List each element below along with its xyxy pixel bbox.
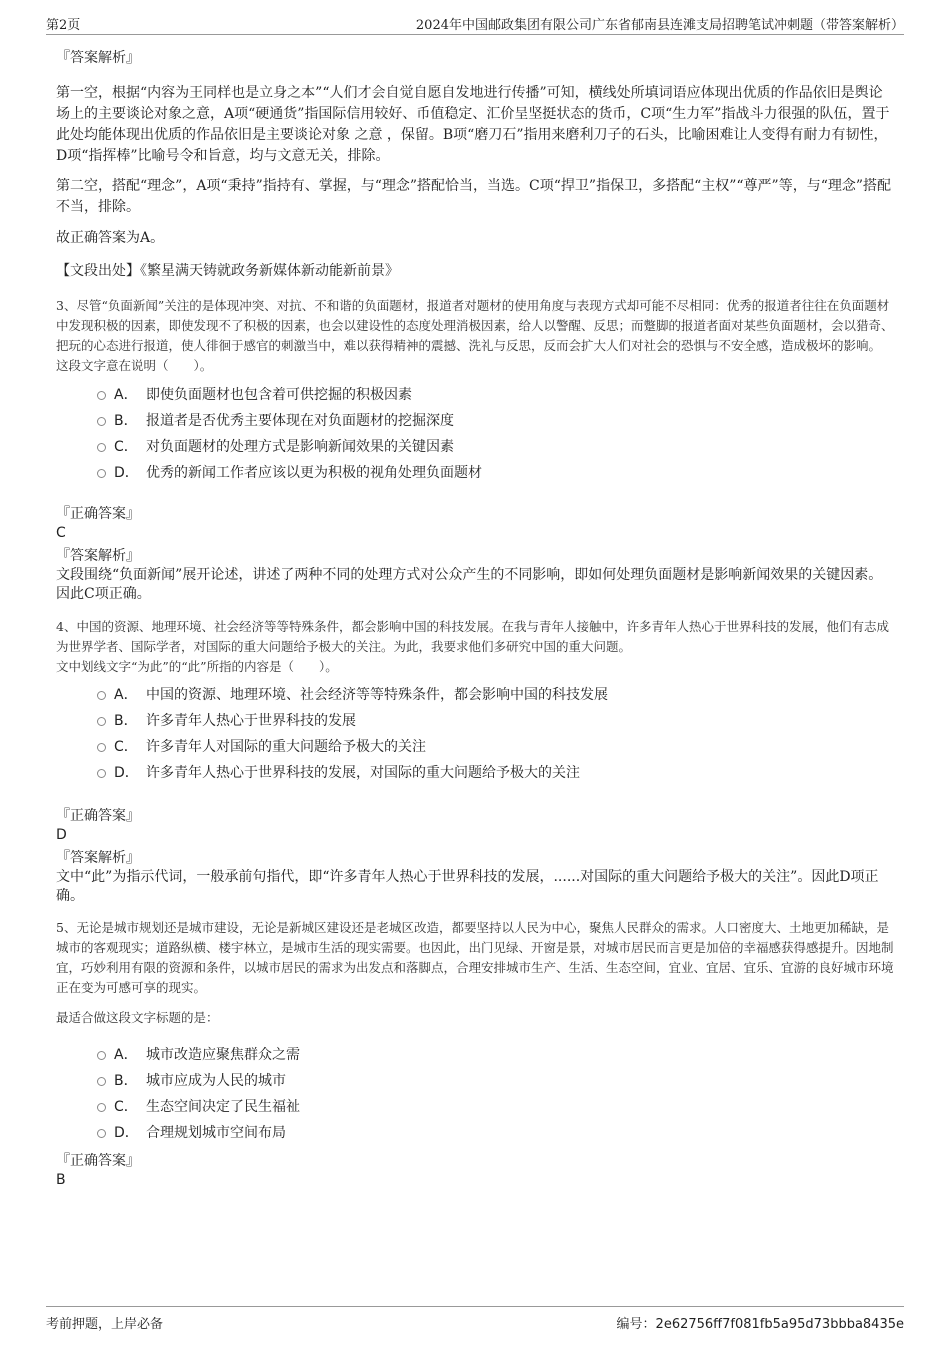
q3-analysis: 文段围绕“负面新闻”展开论述，讲述了两种不同的处理方式对公众产生的不同影响，即如何处理负面题材是影响新闻效果的关键因素。因此C项正确。: [56, 567, 883, 602]
q2-analysis-label: 『答案解析』: [56, 50, 140, 66]
q5-option-a[interactable]: A． 城市改造应聚焦群众之需: [56, 1042, 896, 1068]
q4-options: [56, 682, 896, 786]
q2-source: 【文段出处】《繁星满天铸就政务新媒体新动能新前景》: [56, 263, 399, 279]
q3-prompt: 这段文字意在说明（ ）。: [56, 358, 213, 373]
q5-stem: 5、无论是城市规划还是城市建设，无论是新城区建设还是老城区改造，都要坚持以人民为中心，聚焦人民群众的需求。人口密度大、土地更加稀缺，是城市的客观现实；道路纵横、楼宇林立，是城市生活的现实需要。也因此，出门见绿、开窗是景，对城市居民而言更是加倍的幸福感获得感提升。因地制宜，巧妙利用有限的资源和条件，以城市居民的需求为出发点和落脚点，合理安排城市生产、生活、生态空间，宜业、宜居、宜乐、宜游的良好城市环境正在变为可感可享的现实。: [56, 920, 894, 995]
radio-icon[interactable]: [97, 691, 106, 700]
page-header: [46, 12, 904, 35]
q5-options: [56, 1042, 896, 1146]
q5-option-c[interactable]: C． 生态空间决定了民生福祉: [56, 1094, 896, 1120]
document-code: [617, 1313, 904, 1332]
footer-slogan: 考前押题，上岸必备: [46, 1317, 164, 1332]
q3-option-d[interactable]: D． 优秀的新闻工作者应该以更为积极的视角处理负面题材: [56, 460, 896, 486]
q4-prompt: 文中划线文字“为此”的“此”所指的内容是（ ）。: [56, 659, 338, 674]
q4-answer: D: [56, 827, 67, 843]
q2-analysis-p2: 第二空，搭配“理念”，A项“秉持”指持有、掌握，与“理念”搭配恰当，当选。C项“捍卫”指保卫，多搭配“主权”“尊严”等，与“理念”搭配不当，排除。: [56, 178, 892, 215]
q2-analysis-conclusion: 故正确答案为A。: [56, 230, 165, 246]
radio-icon[interactable]: [97, 1051, 106, 1060]
q4-option-a[interactable]: A． 中国的资源、地理环境、社会经济等等特殊条件，都会影响中国的科技发展: [56, 682, 896, 708]
q5-prompt: 最适合做这段文字标题的是：: [56, 1010, 219, 1025]
q4-analysis-label: 『答案解析』: [56, 850, 140, 866]
q3-analysis-label: 『答案解析』: [56, 548, 140, 564]
q4-option-c[interactable]: C． 许多青年人对国际的重大问题给予极大的关注: [56, 734, 896, 760]
q4-analysis: 文中“此”为指示代词，一般承前句指代，即“许多青年人热心于世界科技的发展，......对国际的重大问题给予极大的关注”。因此D项正确。: [56, 869, 879, 904]
radio-icon[interactable]: [97, 1103, 106, 1112]
q5-option-d[interactable]: D． 合理规划城市空间布局: [56, 1120, 896, 1146]
q4-option-d[interactable]: D． 许多青年人热心于世界科技的发展，对国际的重大问题给予极大的关注: [56, 760, 896, 786]
radio-icon[interactable]: [97, 1129, 106, 1138]
radio-icon[interactable]: [97, 1077, 106, 1086]
radio-icon[interactable]: [97, 391, 106, 400]
radio-icon[interactable]: [97, 469, 106, 478]
radio-icon[interactable]: [97, 443, 106, 452]
radio-icon[interactable]: [97, 417, 106, 426]
q3-option-b[interactable]: B． 报道者是否优秀主要体现在对负面题材的挖掘深度: [56, 408, 896, 434]
q3-answer-label: 『正确答案』: [56, 506, 140, 522]
code-label: 编号：: [616, 1317, 656, 1332]
q5-option-b[interactable]: B． 城市应成为人民的城市: [56, 1068, 896, 1094]
code-value: 2e62756ff7f081fb5a95d73bbba8435e: [655, 1317, 904, 1332]
radio-icon[interactable]: [97, 717, 106, 726]
page-number: 第2页: [46, 18, 81, 33]
radio-icon[interactable]: [97, 743, 106, 752]
q3-option-c[interactable]: C． 对负面题材的处理方式是影响新闻效果的关键因素: [56, 434, 896, 460]
radio-icon[interactable]: [97, 769, 106, 778]
q4-stem: 4、中国的资源、地理环境、社会经济等等特殊条件，都会影响中国的科技发展。在我与青年人接触中，许多青年人热心于世界科技的发展，他们有志成为世界学者、国际学者，对国际的重大问题给予极大的关注。为此，我要求他们多研究中国的重大问题。: [56, 619, 889, 654]
q5-answer-label: 『正确答案』: [56, 1153, 140, 1169]
main-content: [56, 44, 896, 1189]
q3-stem: 3、尽管“负面新闻”关注的是体现冲突、对抗、不和谐的负面题材，报道者对题材的使用角度与表现方式却可能不尽相同：优秀的报道者往往在负面题材中发现积极的因素，即使发现不了积极的因素，也会以建设性的态度处理消极因素，给人以警醒、反思；而蹩脚的报道者面对某些负面题材，会以猎奇、把玩的心态进行报道，使人徘徊于感官的刺激当中，难以获得精神的震撼、洗礼与反思，反而会扩大人们对社会的恐惧与不安全感，造成极坏的影响。: [56, 298, 894, 353]
q3-option-a[interactable]: A． 即使负面题材也包含着可供挖掘的积极因素: [56, 382, 896, 408]
document-title: 2024年中国邮政集团有限公司广东省郁南县连滩支局招聘笔试冲刺题（带答案解析）: [415, 18, 904, 33]
q4-option-b[interactable]: B． 许多青年人热心于世界科技的发展: [56, 708, 896, 734]
q4-answer-label: 『正确答案』: [56, 808, 140, 824]
q5-answer: B: [56, 1172, 66, 1188]
q3-options: [56, 382, 896, 486]
q2-analysis-p1: 第一空，根据“内容为王同样也是立身之本”“人们才会自觉自愿自发地进行传播”可知，横线处所填词语应体现出优质的作品依旧是舆论场上的主要谈论对象之意，A项“硬通货”指国际信用较好、币值稳定、汇价呈坚挺状态的货币，C项“生力军”指战斗力很强的队伍，置于此处均能体现出优质的作品依旧是主要谈论对象 之意 ，保留。B项“磨刀石”指用来磨利刀子的石头，比喻困难让人变得有耐力有韧性，D项“指挥棒”比喻号令和旨意，均与文意无关，排除。: [56, 85, 890, 164]
page-footer: [46, 1306, 904, 1332]
q3-answer: C: [56, 525, 66, 541]
